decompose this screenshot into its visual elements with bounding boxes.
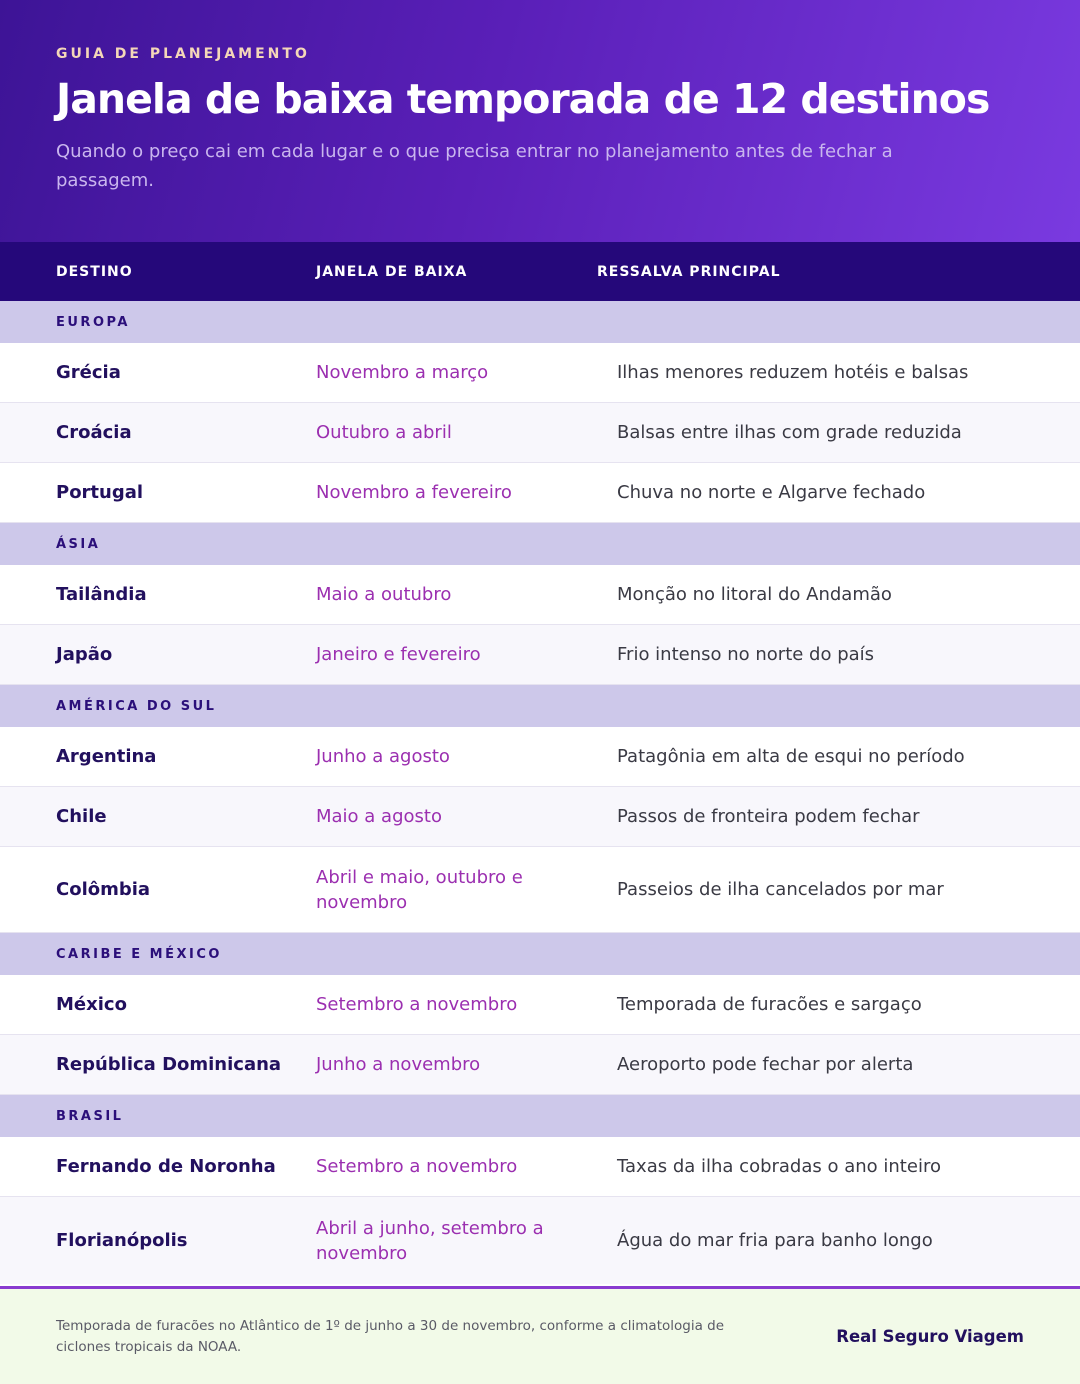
table-row <box>0 727 1080 787</box>
column-header-janela: JANELA DE BAIXA <box>316 263 468 280</box>
low-season-window: Maio a outubro <box>316 584 452 605</box>
destination-name: Croácia <box>56 422 132 443</box>
destination-name: Portugal <box>56 482 144 503</box>
page-title: Janela de baixa temporada de 12 destinos <box>56 75 990 123</box>
main-caveat: Patagônia em alta de esqui no período <box>617 746 965 767</box>
destination-name: Fernando de Noronha <box>56 1156 276 1177</box>
low-season-window: Abril e maio, outubro e novembro <box>316 866 523 913</box>
low-season-window: Novembro a março <box>316 362 489 383</box>
eyebrow-label: GUIA DE PLANEJAMENTO <box>56 46 310 62</box>
main-caveat: Chuva no norte e Algarve fechado <box>617 482 926 503</box>
table-row <box>0 1197 1080 1284</box>
destination-name: Chile <box>56 806 107 827</box>
group-header: AMÉRICA DO SUL <box>0 685 1080 727</box>
table-row <box>0 625 1080 685</box>
table-row <box>0 1035 1080 1095</box>
main-caveat: Água do mar fria para banho longo <box>617 1230 933 1251</box>
source-note: Temporada de furacões no Atlântico de 1º de junho a 30 de novembro, conforme a climatologia de ciclones tropicais da NOAA. <box>56 1317 725 1355</box>
destination-name: Colômbia <box>56 879 151 900</box>
table-row <box>0 463 1080 523</box>
table-row <box>0 403 1080 463</box>
low-season-window: Janeiro e fevereiro <box>316 644 481 665</box>
table-row <box>0 847 1080 933</box>
low-season-window: Setembro a novembro <box>316 994 518 1015</box>
page-header <box>0 0 1080 242</box>
destination-name: Grécia <box>56 362 121 383</box>
destination-name: Argentina <box>56 746 157 767</box>
main-caveat: Monção no litoral do Andamão <box>617 584 892 605</box>
destination-name: Japão <box>56 644 113 665</box>
destination-name: Tailândia <box>56 584 147 605</box>
table-row <box>0 975 1080 1035</box>
main-caveat: Balsas entre ilhas com grade reduzida <box>617 422 962 443</box>
table-row <box>0 787 1080 847</box>
low-season-window: Abril a junho, setembro a novembro <box>316 1217 544 1264</box>
main-caveat: Passos de fronteira podem fechar <box>617 806 920 827</box>
table-header <box>0 242 1080 301</box>
page-subtitle: Quando o preço cai em cada lugar e o que precisa entrar no planejamento antes de fechar a passagem. <box>56 141 893 192</box>
table-row <box>0 343 1080 403</box>
destination-name: Florianópolis <box>56 1230 188 1251</box>
main-caveat: Ilhas menores reduzem hotéis e balsas <box>617 362 969 383</box>
low-season-window: Junho a novembro <box>316 1054 481 1075</box>
table-body <box>0 301 1080 1284</box>
main-caveat: Temporada de furacões e sargaço <box>617 994 922 1015</box>
low-season-window: Maio a agosto <box>316 806 442 827</box>
main-caveat: Taxas da ilha cobradas o ano inteiro <box>617 1156 941 1177</box>
column-header-ressalva: RESSALVA PRINCIPAL <box>597 263 781 280</box>
brand-name: Real Seguro Viagem <box>836 1327 1024 1346</box>
main-caveat: Aeroporto pode fechar por alerta <box>617 1054 914 1075</box>
column-header-destino: DESTINO <box>56 263 133 280</box>
group-header: EUROPA <box>0 301 1080 343</box>
destination-name: México <box>56 994 127 1015</box>
low-season-window: Novembro a fevereiro <box>316 482 512 503</box>
table-row <box>0 565 1080 625</box>
group-header: BRASIL <box>0 1095 1080 1137</box>
main-caveat: Passeios de ilha cancelados por mar <box>617 879 944 900</box>
destination-name: República Dominicana <box>56 1054 282 1075</box>
table-row <box>0 1137 1080 1197</box>
low-season-window: Junho a agosto <box>316 746 450 767</box>
group-header: ÁSIA <box>0 523 1080 565</box>
main-caveat: Frio intenso no norte do país <box>617 644 875 665</box>
group-header: CARIBE E MÉXICO <box>0 933 1080 975</box>
low-season-window: Setembro a novembro <box>316 1156 518 1177</box>
low-season-window: Outubro a abril <box>316 422 452 443</box>
page-footer <box>0 1286 1080 1384</box>
